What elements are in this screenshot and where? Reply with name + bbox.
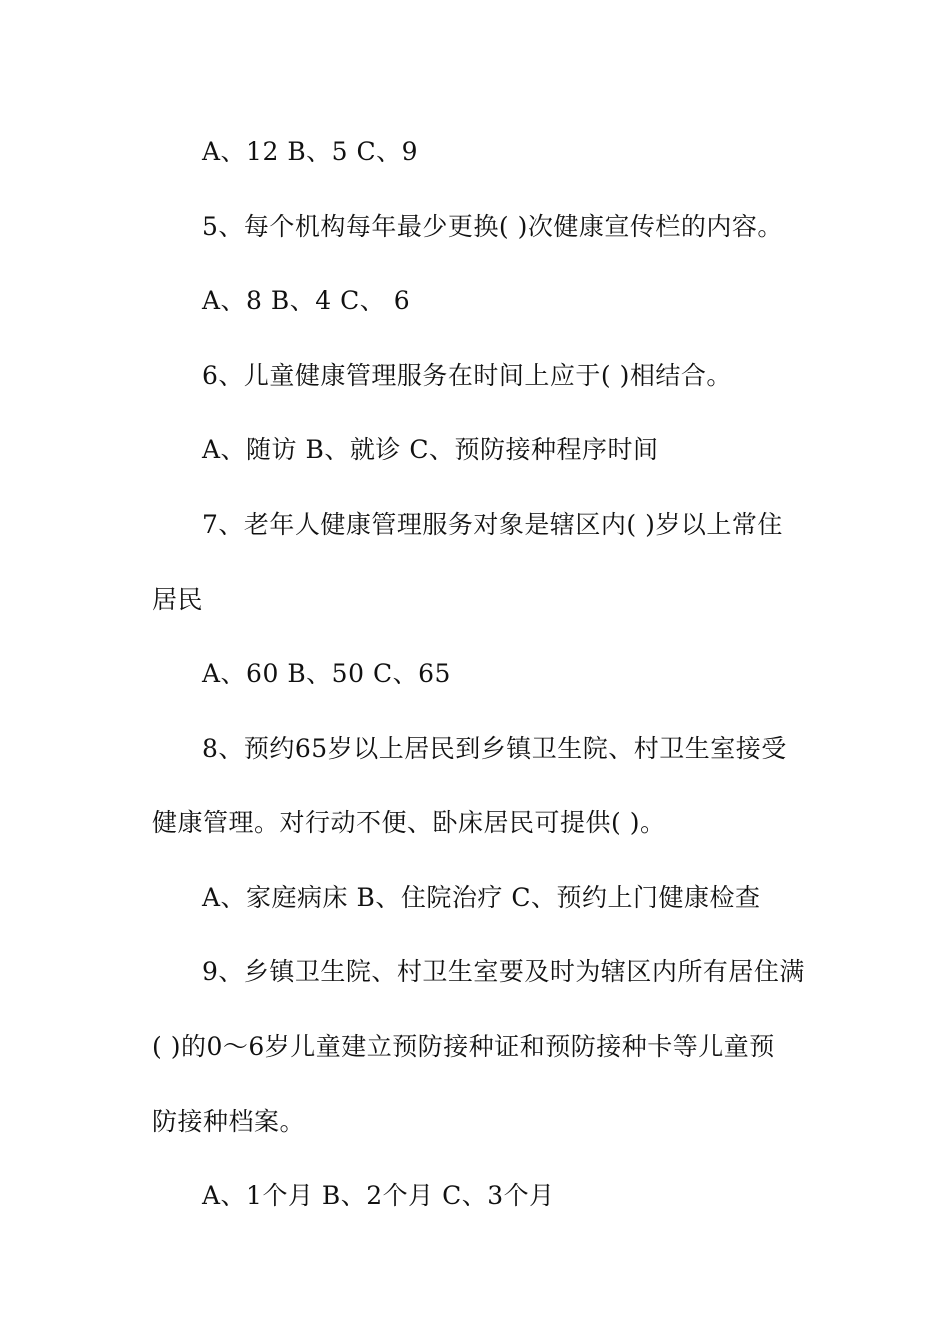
answer-options-q9: A、1个月 B、2个月 C、3个月 xyxy=(202,1181,555,1210)
answer-options-q7: A、60 B、50 C、65 xyxy=(202,659,451,688)
answer-options-q5: A、8 B、4 C、 6 xyxy=(202,286,411,315)
answer-options-q4: A、12 B、5 C、9 xyxy=(202,137,419,166)
question-9-line-3: 防接种档案。 xyxy=(152,1107,306,1136)
answer-options-q6: A、随访 B、就诊 C、预防接种程序时间 xyxy=(202,435,659,464)
question-9-line-1: 9、乡镇卫生院、村卫生室要及时为辖区内所有居住满 xyxy=(202,957,805,986)
question-6: 6、儿童健康管理服务在时间上应于( )相结合。 xyxy=(202,361,732,390)
question-7-line-1: 7、老年人健康管理服务对象是辖区内( )岁以上常住 xyxy=(202,510,783,539)
question-5: 5、每个机构每年最少更换( )次健康宣传栏的内容。 xyxy=(202,212,783,241)
question-9-line-2: ( )的0～6岁儿童建立预防接种证和预防接种卡等儿童预 xyxy=(152,1032,775,1061)
question-8-line-1: 8、预约65岁以上居民到乡镇卫生院、村卫生室接受 xyxy=(202,734,787,763)
question-8-line-2: 健康管理。对行动不便、卧床居民可提供( )。 xyxy=(152,808,666,837)
answer-options-q8: A、家庭病床 B、住院治疗 C、预约上门健康检查 xyxy=(202,883,761,912)
question-7-line-2: 居民 xyxy=(152,585,204,614)
